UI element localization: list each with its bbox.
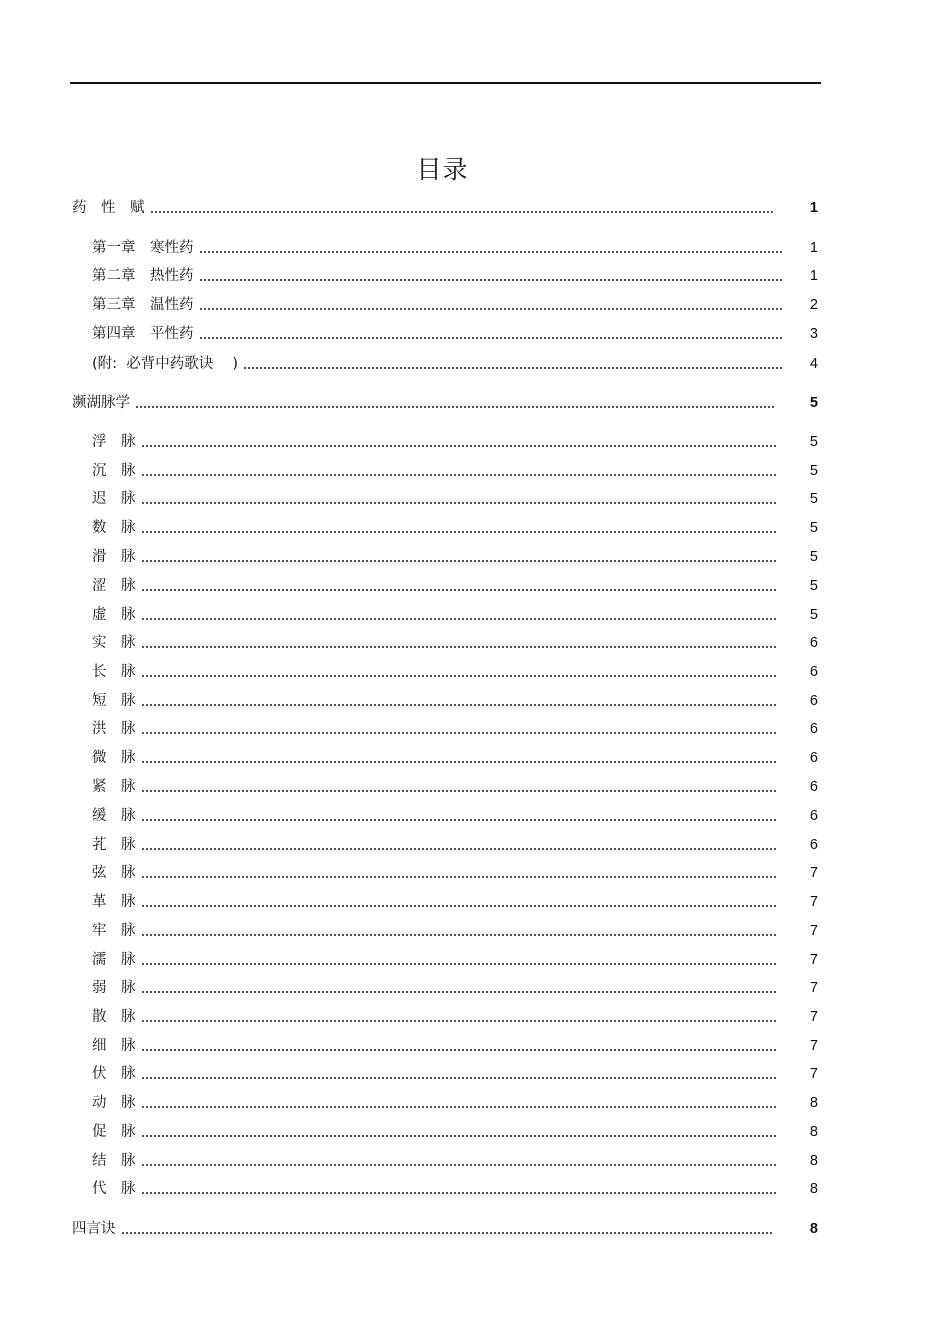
toc-subentry[interactable] bbox=[92, 547, 818, 567]
toc-entry-label: 药 性 赋 bbox=[72, 200, 145, 216]
dot-leader bbox=[141, 531, 779, 533]
dot-leader bbox=[141, 819, 779, 821]
dot-leader bbox=[141, 1106, 779, 1108]
toc-subentry[interactable] bbox=[92, 748, 818, 768]
toc-section[interactable] bbox=[72, 393, 818, 413]
toc-entry-label: 细 脉 bbox=[92, 1038, 136, 1054]
toc-page-number: 6 bbox=[809, 693, 818, 709]
toc-entry-label: 散 脉 bbox=[92, 1009, 136, 1025]
toc-page-number: 8 bbox=[809, 1153, 818, 1169]
toc-entry-label: 结 脉 bbox=[92, 1153, 136, 1169]
toc-subentry[interactable] bbox=[92, 489, 818, 509]
dot-leader bbox=[199, 337, 783, 339]
toc-entry-label: 濡 脉 bbox=[92, 952, 136, 968]
toc-page-number: 7 bbox=[809, 1009, 818, 1025]
toc-entry-label: 代 脉 bbox=[92, 1181, 136, 1197]
toc-entry-label: 四言诀 bbox=[72, 1221, 116, 1237]
toc-subentry[interactable] bbox=[92, 266, 818, 286]
toc-subentry[interactable] bbox=[92, 1122, 818, 1142]
dot-leader bbox=[141, 848, 779, 850]
toc-subentry[interactable] bbox=[92, 950, 818, 970]
toc-subentry[interactable] bbox=[92, 978, 818, 998]
toc-subentry[interactable] bbox=[92, 295, 818, 315]
dot-leader bbox=[141, 876, 779, 878]
toc-entry-label: 滑 脉 bbox=[92, 549, 136, 565]
dot-leader bbox=[141, 1192, 779, 1194]
page-title: 目录 bbox=[416, 155, 469, 184]
toc-entry-label: 伏 脉 bbox=[92, 1066, 136, 1082]
toc-subentry[interactable] bbox=[92, 806, 818, 826]
dot-leader bbox=[141, 675, 779, 677]
toc-page-number: 5 bbox=[809, 434, 818, 450]
toc-page-number: 8 bbox=[809, 1124, 818, 1140]
toc-entry-label: 第二章 热性药 bbox=[92, 268, 194, 284]
toc-entry-label: 洪 脉 bbox=[92, 721, 136, 737]
dot-leader bbox=[141, 963, 779, 965]
toc-subentry[interactable] bbox=[92, 1036, 818, 1056]
dot-leader bbox=[141, 761, 779, 763]
toc-entry-label: 促 脉 bbox=[92, 1124, 136, 1140]
toc-entry-label: 实 脉 bbox=[92, 635, 136, 651]
toc-entry-label: 牢 脉 bbox=[92, 923, 136, 939]
dot-leader bbox=[199, 251, 783, 253]
toc-page-number: 8 bbox=[809, 1095, 818, 1111]
toc-subentry[interactable] bbox=[92, 461, 818, 481]
toc-entry-label: 浮 脉 bbox=[92, 434, 136, 450]
toc-entry-label: 弦 脉 bbox=[92, 865, 136, 881]
dot-leader bbox=[243, 367, 782, 369]
toc-subentry[interactable] bbox=[92, 1151, 818, 1171]
toc-subentry[interactable] bbox=[92, 605, 818, 625]
dot-leader bbox=[199, 308, 783, 310]
dot-leader bbox=[121, 1232, 775, 1234]
toc-entry-label: 濒湖脉学 bbox=[72, 395, 130, 411]
dot-leader bbox=[141, 618, 779, 620]
toc-page-number: 7 bbox=[809, 865, 818, 881]
toc-subentry[interactable] bbox=[92, 576, 818, 596]
dot-leader bbox=[141, 1135, 779, 1137]
dot-leader bbox=[141, 905, 779, 907]
toc-page-number: 5 bbox=[809, 578, 818, 594]
toc-subentry[interactable] bbox=[92, 238, 818, 258]
toc-page-number: 5 bbox=[809, 491, 818, 507]
toc-entry-label: 微 脉 bbox=[92, 750, 136, 766]
toc-page-number: 1 bbox=[809, 240, 818, 256]
toc-entry-label: (附: 必背中药歌诀 ) bbox=[92, 356, 239, 372]
toc-entry-label: 涩 脉 bbox=[92, 578, 136, 594]
toc-page-number: 5 bbox=[809, 520, 818, 536]
toc-subentry[interactable] bbox=[92, 354, 818, 374]
toc-page-number: 8 bbox=[809, 1221, 818, 1237]
toc-page-number: 5 bbox=[809, 395, 818, 411]
toc-subentry[interactable] bbox=[92, 921, 818, 941]
toc-entry-label: 紧 脉 bbox=[92, 779, 136, 795]
toc-entry-label: 动 脉 bbox=[92, 1095, 136, 1111]
dot-leader bbox=[199, 279, 783, 281]
header-rule bbox=[70, 82, 821, 84]
toc-page-number: 6 bbox=[809, 721, 818, 737]
toc-entry-label: 芤 脉 bbox=[92, 837, 136, 853]
dot-leader bbox=[141, 646, 779, 648]
dot-leader bbox=[135, 406, 774, 408]
toc-section[interactable] bbox=[72, 1219, 818, 1239]
toc-subentry[interactable] bbox=[92, 662, 818, 682]
dot-leader bbox=[141, 560, 779, 562]
toc-entry-label: 短 脉 bbox=[92, 693, 136, 709]
toc-subentry[interactable] bbox=[92, 835, 818, 855]
toc-page-number: 7 bbox=[809, 1066, 818, 1082]
toc-page-number: 4 bbox=[809, 356, 818, 372]
dot-leader bbox=[141, 589, 779, 591]
dot-leader bbox=[141, 474, 779, 476]
dot-leader bbox=[141, 1020, 779, 1022]
dot-leader bbox=[141, 790, 779, 792]
toc-page-number: 1 bbox=[809, 268, 818, 284]
toc-entry-label: 缓 脉 bbox=[92, 808, 136, 824]
toc-entry-label: 第三章 温性药 bbox=[92, 297, 194, 313]
toc-page-number: 5 bbox=[809, 607, 818, 623]
toc-page-number: 7 bbox=[809, 952, 818, 968]
dot-leader bbox=[150, 211, 775, 213]
toc-page-number: 7 bbox=[809, 1038, 818, 1054]
toc-entry-label: 弱 脉 bbox=[92, 980, 136, 996]
toc-subentry[interactable] bbox=[92, 777, 818, 797]
toc-page-number: 6 bbox=[809, 635, 818, 651]
toc-entry-label: 第一章 寒性药 bbox=[92, 240, 194, 256]
toc-subentry[interactable] bbox=[92, 1064, 818, 1084]
toc-page-number: 7 bbox=[809, 923, 818, 939]
toc-subentry[interactable] bbox=[92, 633, 818, 653]
toc-subentry[interactable] bbox=[92, 719, 818, 739]
toc-page-number: 5 bbox=[809, 549, 818, 565]
toc-page-number: 2 bbox=[809, 297, 818, 313]
toc-page-number: 6 bbox=[809, 664, 818, 680]
toc-subentry[interactable] bbox=[92, 1007, 818, 1027]
toc-page-number: 7 bbox=[809, 894, 818, 910]
dot-leader bbox=[141, 732, 779, 734]
toc-entry-label: 虚 脉 bbox=[92, 607, 136, 623]
dot-leader bbox=[141, 934, 779, 936]
toc-subentry[interactable] bbox=[92, 518, 818, 538]
toc-subentry[interactable] bbox=[92, 1093, 818, 1113]
toc-page-number: 6 bbox=[809, 808, 818, 824]
toc-subentry[interactable] bbox=[92, 863, 818, 883]
toc-subentry[interactable] bbox=[92, 691, 818, 711]
dot-leader bbox=[141, 1164, 779, 1166]
toc-page-number: 7 bbox=[809, 980, 818, 996]
toc-entry-label: 革 脉 bbox=[92, 894, 136, 910]
toc-page-number: 5 bbox=[809, 463, 818, 479]
toc-entry-label: 长 脉 bbox=[92, 664, 136, 680]
toc-subentry[interactable] bbox=[92, 892, 818, 912]
toc-page-number: 6 bbox=[809, 779, 818, 795]
toc-entry-label: 第四章 平性药 bbox=[92, 326, 194, 342]
toc-page-number: 6 bbox=[809, 750, 818, 766]
toc-page-number: 1 bbox=[809, 200, 818, 216]
dot-leader bbox=[141, 445, 779, 447]
toc-page-number: 3 bbox=[809, 326, 818, 342]
toc-entry-label: 数 脉 bbox=[92, 520, 136, 536]
toc-entry-label: 迟 脉 bbox=[92, 491, 136, 507]
dot-leader bbox=[141, 502, 779, 504]
toc-entry-label: 沉 脉 bbox=[92, 463, 136, 479]
dot-leader bbox=[141, 1077, 779, 1079]
toc-subentry[interactable] bbox=[92, 324, 818, 344]
dot-leader bbox=[141, 704, 779, 706]
toc-section[interactable] bbox=[72, 198, 818, 218]
toc-page-number: 8 bbox=[809, 1181, 818, 1197]
dot-leader bbox=[141, 991, 779, 993]
toc-page-number: 6 bbox=[809, 837, 818, 853]
toc-subentry[interactable] bbox=[92, 1179, 818, 1199]
dot-leader bbox=[141, 1049, 779, 1051]
toc-subentry[interactable] bbox=[92, 432, 818, 452]
